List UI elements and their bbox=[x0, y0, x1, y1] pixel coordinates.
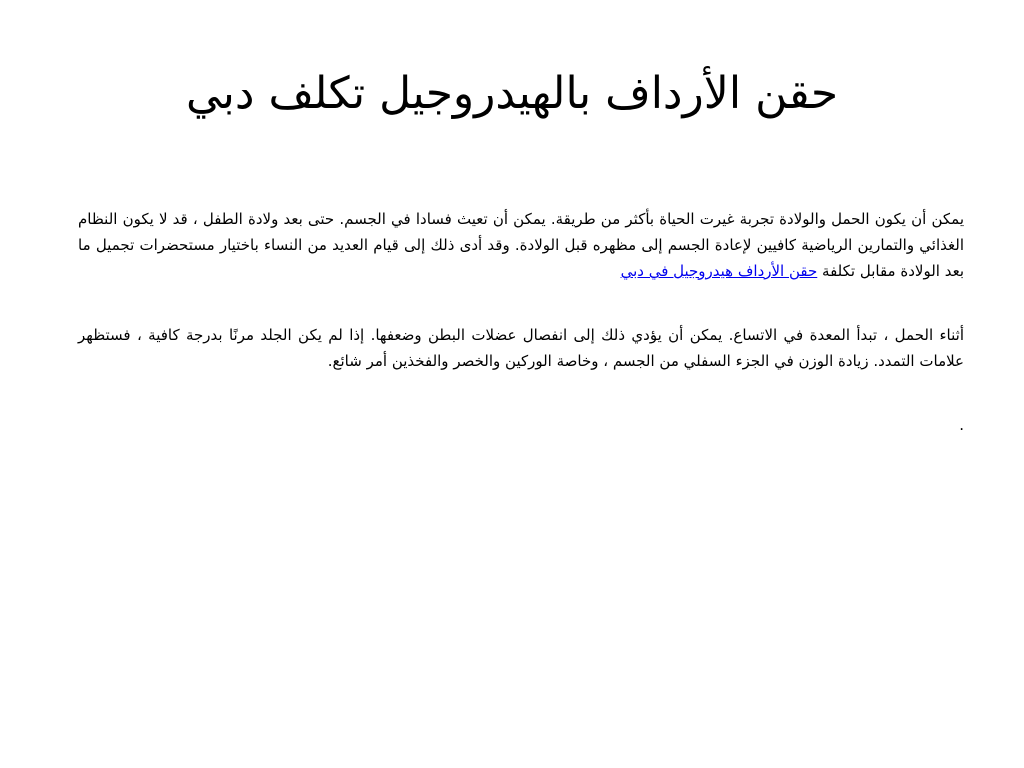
paragraph-2: أثناء الحمل ، تبدأ المعدة في الاتساع. يمكن أن يؤدي ذلك إلى انفصال عضلات البطن وضعفها. إذا لم يكن الجلد مرنًا بدرجة كافية ، فستظهر علامات التمدد. زيادة الوزن في الجزء السفلي من الجسم ، وخاصة الوركين والخصر والفخذين أمر شائع. bbox=[78, 326, 964, 370]
slide-title: حقن الأرداف بالهيدروجيل تكلف دبي bbox=[185, 68, 839, 119]
paragraph-1 bbox=[78, 206, 964, 284]
paragraph-1-text: يمكن أن يكون الحمل والولادة تجربة غيرت الحياة بأكثر من طريقة. يمكن أن تعيث فسادا في الجسم. حتى بعد ولادة الطفل ، قد لا يكون النظام الغذائي والتمارين الرياضية كافيين لإعادة الجسم إلى مظهره قبل الولادة. وقد أدى ذلك إلى قيام العديد من النساء باختيار مستحضرات تجميل ما بعد الولادة مقابل تكلفة bbox=[78, 210, 964, 280]
hydrogel-link[interactable]: حقن الأرداف هيدروجيل في دبي bbox=[620, 262, 818, 280]
paragraph-3: . bbox=[959, 416, 964, 434]
slide-body bbox=[78, 206, 964, 476]
